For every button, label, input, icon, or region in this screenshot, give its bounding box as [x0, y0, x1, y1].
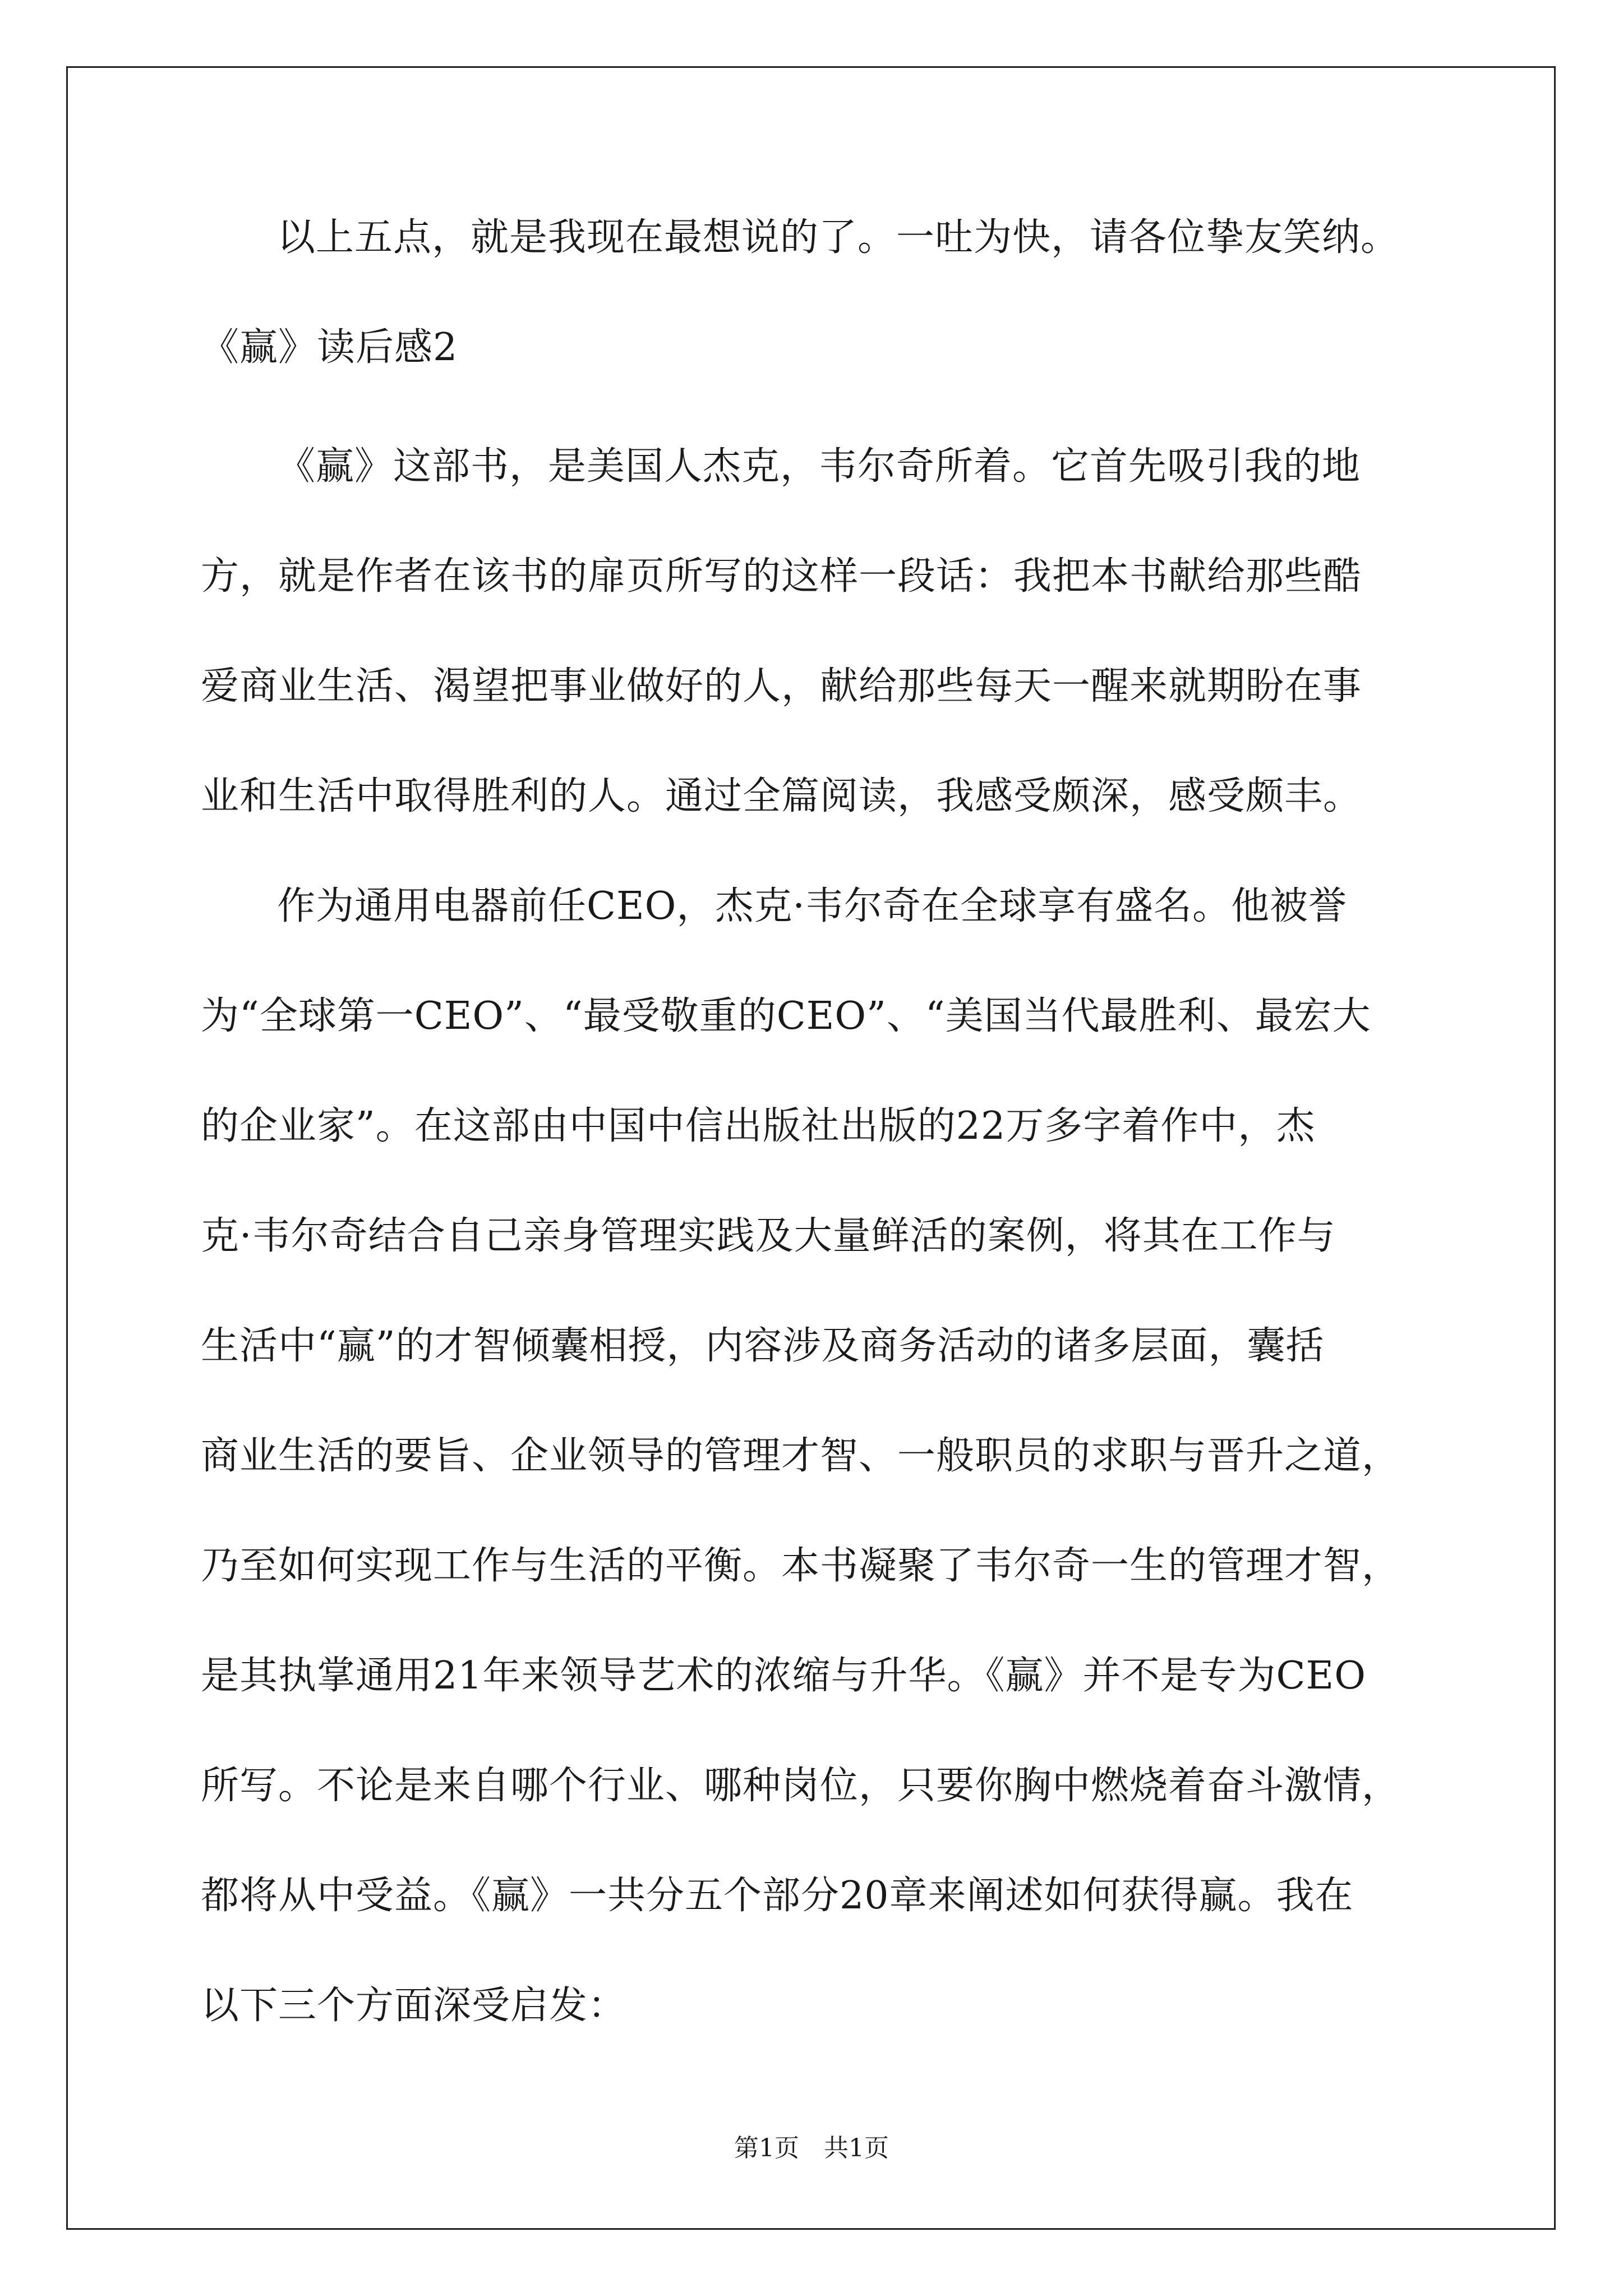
paragraph-line: 为“全球第一CEO”、“最受敬重的CEO”、“美国当代最胜利、最宏大	[201, 994, 1371, 1038]
paragraph-line: 生活中“赢”的才智倾囊相授，内容涉及商务活动的诸多层面，囊括	[201, 1324, 1325, 1368]
paragraph-line: 以上五点，就是我现在最想说的了。一吐为快，请各位挚友笑纳。	[277, 215, 1400, 260]
page-number: 第1页 共1页	[734, 2134, 889, 2162]
paragraph-line: 以下三个方面深受启发：	[201, 1984, 627, 2028]
paragraph-line: 商业生活的要旨、企业领导的管理才智、一般职员的求职与晋升之道，	[201, 1434, 1401, 1478]
paragraph-line: 作为通用电器前任CEO，杰克·韦尔奇在全球享有盛名。他被誉	[277, 884, 1348, 928]
paragraph-line: 都将从中受益。《赢》一共分五个部分20章来阐述如何获得赢。我在	[201, 1874, 1354, 1918]
paragraph-line: 方，就是作者在该书的扉页所写的这样一段话：我把本书献给那些酷	[201, 554, 1362, 599]
paragraph-line: 是其执掌通用21年来领导艺术的浓缩与升华。《赢》并不是专为CEO	[201, 1654, 1366, 1698]
paragraph-line: 业和生活中取得胜利的人。通过全篇阅读，我感受颇深，感受颇丰。	[201, 774, 1362, 818]
paragraph-line: 所写。不论是来自哪个行业、哪种岗位，只要你胸中燃烧着奋斗激情，	[201, 1764, 1401, 1808]
paragraph-line: 爱商业生活、渴望把事业做好的人，献给那些每天一醒来就期盼在事	[201, 664, 1362, 708]
section-heading: 《赢》读后感2	[201, 325, 458, 370]
paragraph-line: 的企业家”。在这部由中国中信出版社出版的22万多字着作中，杰	[201, 1104, 1316, 1148]
paragraph-line: 《赢》这部书，是美国人杰克，韦尔奇所着。它首先吸引我的地	[277, 444, 1361, 489]
paragraph-line: 乃至如何实现工作与生活的平衡。本书凝聚了韦尔奇一生的管理才智，	[201, 1544, 1401, 1588]
paragraph-line: 克·韦尔奇结合自己亲身管理实践及大量鲜活的案例，将其在工作与	[201, 1214, 1336, 1258]
